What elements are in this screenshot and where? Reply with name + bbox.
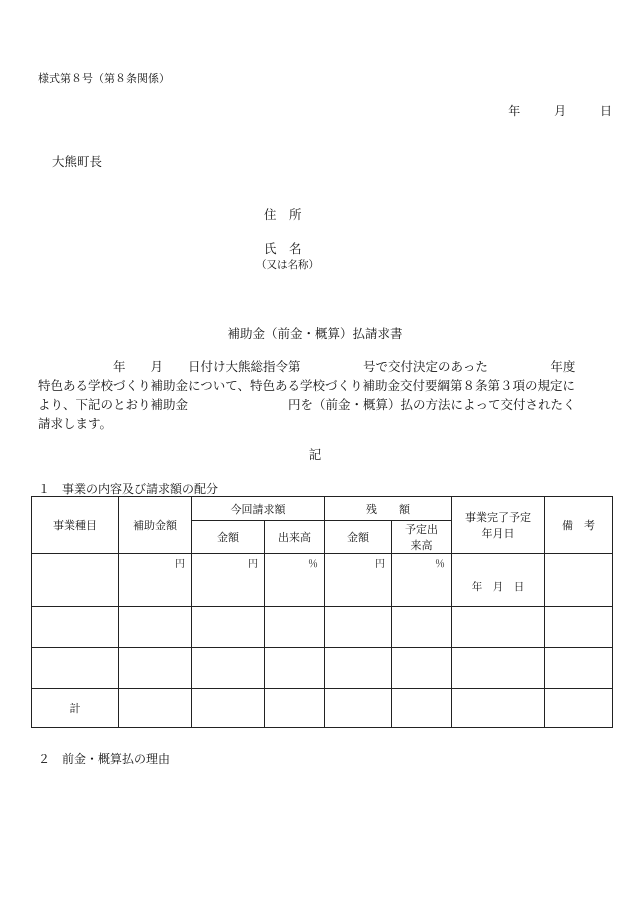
col-kingaku: 金額 <box>192 521 265 554</box>
cell-kingaku[interactable] <box>192 607 265 648</box>
address-label: 住 所 <box>264 207 302 222</box>
cell-hojokin[interactable] <box>119 648 192 689</box>
body-line: 特色ある学校づくり補助金について、特色ある学校づくり補助金交付要綱第８条第３項の規定に <box>38 378 576 393</box>
addressee: 大熊町長 <box>52 154 103 169</box>
col-biko: 備 考 <box>545 497 613 554</box>
document-title: 補助金（前金・概算）払請求書 <box>227 326 403 341</box>
cell-kanryo-date[interactable] <box>452 689 545 728</box>
cell-jigyo[interactable] <box>32 554 119 607</box>
unit-percent: ％ <box>435 559 445 570</box>
cell-kingaku2[interactable] <box>325 554 392 607</box>
cell-kingaku2[interactable] <box>325 648 392 689</box>
cell-kingaku[interactable] <box>192 648 265 689</box>
col-jigyo-shumoku: 事業種目 <box>32 497 119 554</box>
allocation-table <box>31 496 613 728</box>
cell-kingaku[interactable] <box>192 689 265 728</box>
col-zan-gaku: 残 額 <box>325 497 452 521</box>
table-row <box>32 648 613 689</box>
cell-yotei-dekidaka[interactable] <box>392 689 452 728</box>
cell-kingaku[interactable] <box>192 554 265 607</box>
name-note: （又は名称） <box>256 259 319 271</box>
col-yotei-dekidaka <box>392 521 452 554</box>
cell-kanryo-date[interactable] <box>452 554 545 607</box>
ki-heading: 記 <box>308 447 322 462</box>
cell-biko[interactable] <box>545 689 613 728</box>
col-dekidaka: 出来高 <box>265 521 325 554</box>
col-kingaku2: 金額 <box>325 521 392 554</box>
form-number: 様式第８号（第８条関係） <box>38 72 170 85</box>
total-row <box>32 689 613 728</box>
cell-kingaku2[interactable] <box>325 607 392 648</box>
cell-hojokin[interactable] <box>119 689 192 728</box>
col-kanryo-yotei <box>452 497 545 554</box>
cell-kanryo-date[interactable] <box>452 648 545 689</box>
col-hojokin-gaku: 補助金額 <box>119 497 192 554</box>
cell-kanryo-date[interactable] <box>452 607 545 648</box>
cell-yotei-dekidaka[interactable] <box>392 607 452 648</box>
total-label: 計 <box>32 689 119 728</box>
col-yotei-dekidaka-line1: 予定出 <box>405 523 438 536</box>
unit-percent: ％ <box>308 559 318 570</box>
cell-jigyo[interactable] <box>32 607 119 648</box>
date-month: 月 <box>554 104 567 118</box>
cell-biko[interactable] <box>545 554 613 607</box>
unit-yen: 円 <box>375 559 385 570</box>
col-konkai-seikyu: 今回請求額 <box>192 497 325 521</box>
cell-yotei-dekidaka[interactable] <box>392 648 452 689</box>
cell-dekidaka[interactable] <box>265 648 325 689</box>
col-kanryo-yotei-line2: 年月日 <box>481 527 515 540</box>
table-row <box>32 607 613 648</box>
body-line: 年 月 日付け大熊総指令第 号で交付決定のあった 年度 <box>38 359 576 374</box>
cell-dekidaka[interactable] <box>265 607 325 648</box>
col-kanryo-yotei-line1: 事業完了予定 <box>465 511 531 524</box>
cell-hojokin[interactable] <box>119 554 192 607</box>
date-day: 日 <box>599 104 612 118</box>
body-text <box>38 357 614 433</box>
section1-heading: １ 事業の内容及び請求額の配分 <box>38 482 219 496</box>
col-yotei-dekidaka-line2: 来高 <box>410 539 433 552</box>
date-line <box>478 104 612 118</box>
date-year: 年 <box>508 104 521 118</box>
date-placeholder: 年 月 日 <box>471 580 525 593</box>
unit-yen: 円 <box>175 559 185 570</box>
cell-jigyo[interactable] <box>32 648 119 689</box>
unit-yen: 円 <box>248 559 258 570</box>
cell-dekidaka[interactable] <box>265 689 325 728</box>
cell-biko[interactable] <box>545 648 613 689</box>
body-line: 請求します。 <box>38 416 113 431</box>
cell-yotei-dekidaka[interactable] <box>392 554 452 607</box>
cell-hojokin[interactable] <box>119 607 192 648</box>
table-row <box>32 554 613 607</box>
body-line: より、下記のとおり補助金 円を（前金・概算）払の方法によって交付されたく <box>38 397 576 412</box>
section2-heading: ２ 前金・概算払の理由 <box>38 752 171 766</box>
cell-kingaku2[interactable] <box>325 689 392 728</box>
name-label: 氏 名 <box>264 241 302 256</box>
cell-dekidaka[interactable] <box>265 554 325 607</box>
cell-biko[interactable] <box>545 607 613 648</box>
